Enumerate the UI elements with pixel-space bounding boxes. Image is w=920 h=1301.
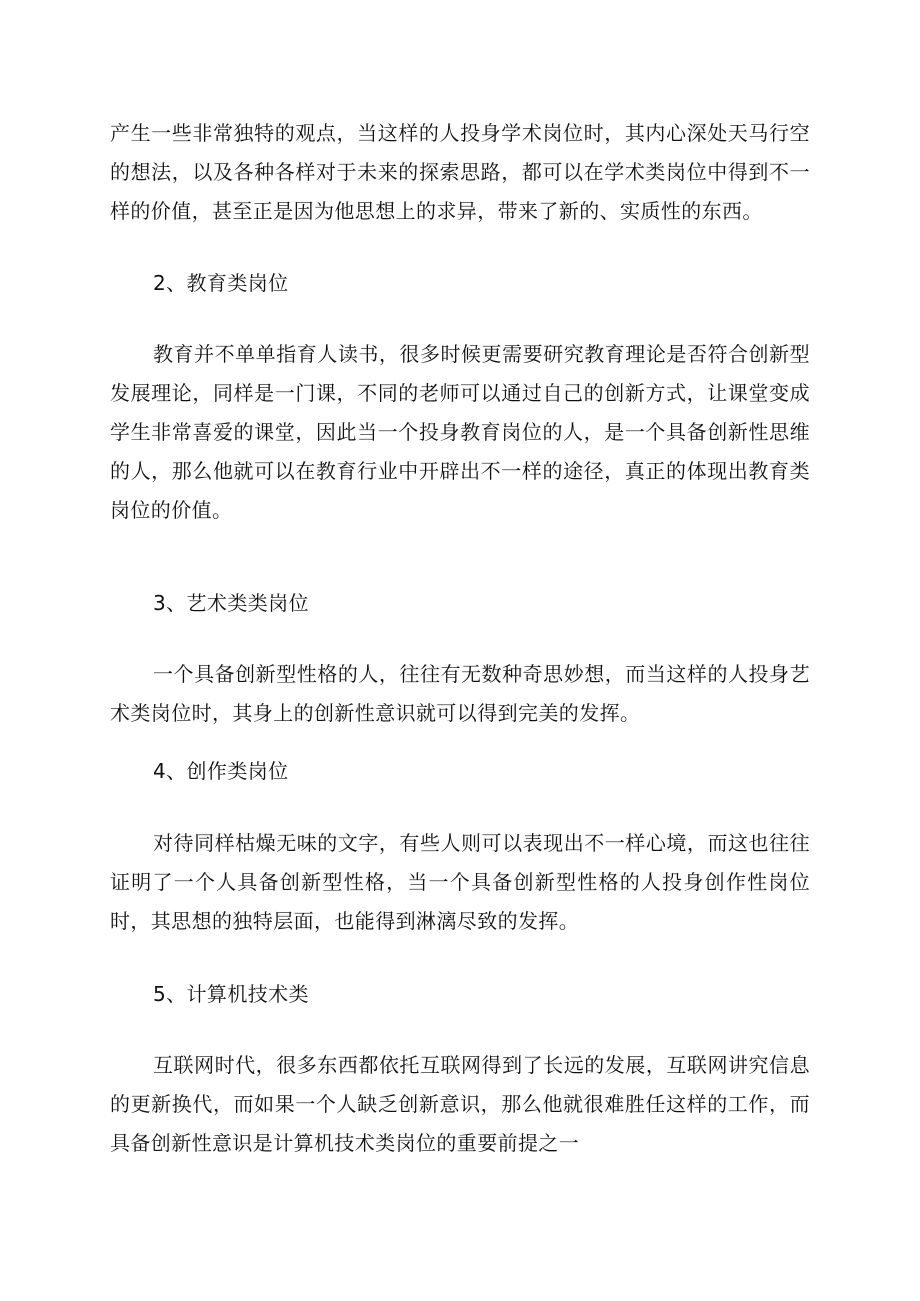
heading-art-positions: 3、艺术类类岗位 xyxy=(153,591,309,615)
heading-creation-positions: 4、创作类岗位 xyxy=(153,759,289,783)
paragraph-education: 教育并不单单指育人读书，很多时候更需要研究教育理论是否符合创新型发展理论，同样是一门课，不同的老师可以通过自己的创新方式，让课堂变成学生非常喜爱的课堂，因此当一个投身教育岗位的人，是一个具备创新性思维的人，那么他就可以在教育行业中开辟出不一样的途径，真正的体现出教育类岗位的价值。 xyxy=(110,342,810,522)
paragraph-creation: 对待同样枯燥无味的文字，有些人则可以表现出不一样心境，而这也往往证明了一个人具备创新型性格，当一个具备创新型性格的人投身创作性岗位时，其思想的独特层面，也能得到淋漓尽致的发挥。 xyxy=(110,831,810,933)
paragraph-computer: 互联网时代，很多东西都依托互联网得到了长远的发展，互联网讲究信息的更新换代，而如果一个人缺乏创新意识，那么他就很难胜任这样的工作，而具备创新性意识是计算机技术类岗位的重要前提之一 xyxy=(110,1053,810,1155)
paragraph-intro: 产生一些非常独特的观点，当这样的人投身学术岗位时，其内心深处天马行空的想法，以及各种各样对于未来的探索思路，都可以在学术类岗位中得到不一样的价值，甚至正是因为他思想上的求异，带来了新的、实质性的东西。 xyxy=(110,121,810,223)
paragraph-art: 一个具备创新型性格的人，往往有无数种奇思妙想，而当这样的人投身艺术类岗位时，其身上的创新性意识就可以得到完美的发挥。 xyxy=(110,662,810,725)
heading-education-positions: 2、教育类岗位 xyxy=(153,271,289,295)
heading-computer-positions: 5、计算机技术类 xyxy=(153,982,309,1006)
